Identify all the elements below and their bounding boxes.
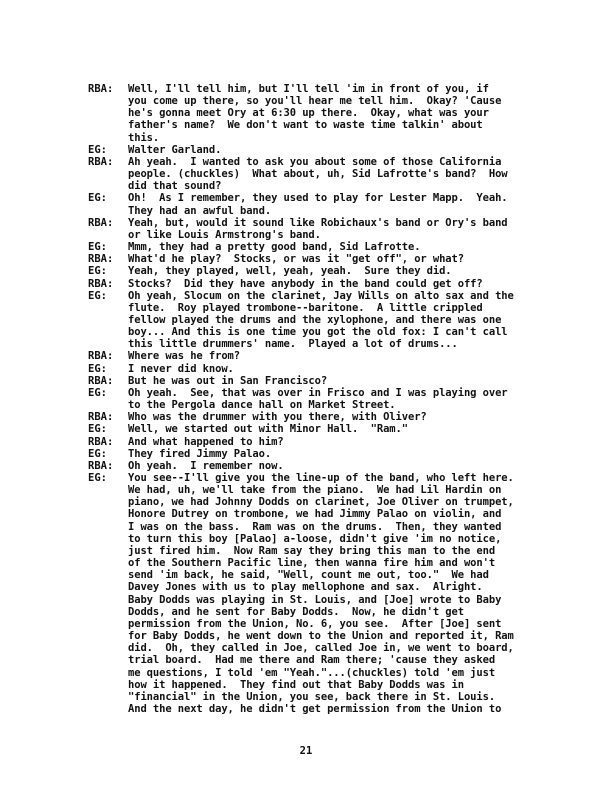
transcript-entry [88, 460, 568, 472]
utterance [128, 265, 568, 277]
utterance [128, 278, 568, 290]
utterance-line: trial board. Had me there and Ram there; 'cause they asked [128, 654, 496, 667]
utterance-line: of the Southern Pacific line, then wanna fire him and won't [128, 557, 496, 570]
utterance-line: Oh yeah, Slocum on the clarinet, Jay Wills on alto sax and the [128, 289, 514, 302]
transcript-entry [88, 436, 568, 448]
transcript-entry [88, 448, 568, 460]
utterance [128, 217, 568, 241]
utterance [128, 253, 568, 265]
speaker-label: RBA: [88, 459, 114, 472]
utterance-line: Honore Dutrey on trombone, we had Jimmy Palao on violin, and [128, 508, 502, 521]
utterance-line: this little drummers' name. Played a lot of drums... [128, 338, 458, 351]
utterance-line: me questions, I told 'em "Yeah."...(chuckles) told 'em just [128, 666, 496, 679]
utterance-line: Walter Garland. [128, 143, 222, 156]
utterance-line: But he was out in San Francisco? [128, 374, 328, 387]
utterance-line: to turn this boy [Palao] a-loose, didn't give 'im no notice, [128, 532, 502, 545]
utterance-line: fellow played the drums and the xylophone, and there was one [128, 313, 502, 326]
utterance-line: to the Pergola dance hall on Market Street. [128, 399, 396, 412]
utterance [128, 423, 568, 435]
utterance [128, 290, 568, 351]
speaker-label: EG: [88, 289, 107, 302]
utterance [128, 144, 568, 156]
utterance-line: just fired him. Now Ram say they bring this man to the end [128, 544, 496, 557]
utterance-line: Oh yeah. I remember now. [128, 459, 284, 472]
utterance-line: Mmm, they had a pretty good band, Sid Lafrotte. [128, 241, 421, 254]
utterance-line: Oh! As I remember, they used to play for Lester Mapp. Yeah. [128, 192, 508, 205]
speaker-label: RBA: [88, 155, 114, 168]
speaker-label: EG: [88, 447, 107, 460]
utterance-line: We had, uh, we'll take from the piano. We had Lil Hardin on [128, 484, 502, 497]
utterance-line: I was on the bass. Ram was on the drums. Then, they wanted [128, 520, 502, 533]
speaker-label: RBA: [88, 253, 114, 266]
speaker-label: EG: [88, 265, 107, 278]
utterance-line: flute. Roy played trombone--baritone. A little crippled [128, 301, 483, 314]
utterance-line: you come up there, so you'll hear me tell him. Okay? 'Cause [128, 95, 502, 108]
utterance [128, 363, 568, 375]
speaker-label: RBA: [88, 350, 114, 363]
utterance-line: I never did know. [128, 362, 234, 375]
utterance-line: What'd he play? Stocks, or was it "get off", or what? [128, 253, 464, 266]
utterance-line: for Baby Dodds, he went down to the Union and reported it, Ram [128, 630, 514, 643]
speaker-label: RBA: [88, 374, 114, 387]
utterance [128, 472, 568, 715]
transcript-entry [88, 472, 568, 715]
utterance-line: people. (chuckles) What about, uh, Sid Lafrotte's band? How [128, 168, 508, 181]
speaker-label: RBA: [88, 277, 114, 290]
utterance-line: or like Louis Armstrong's band. [128, 228, 321, 241]
utterance-line: And the next day, he didn't get permission from the Union to [128, 702, 502, 715]
speaker-label: RBA: [88, 216, 114, 229]
utterance-line: send 'im back, he said, "Well, count me out, too." We had [128, 569, 489, 582]
utterance-line: how it happened. They find out that Baby Dodds was in [128, 678, 464, 691]
utterance-line: Dodds, and he sent for Baby Dodds. Now, he didn't get [128, 605, 464, 618]
utterance-line: boy... And this is one time you got the old fox: I can't call [128, 326, 508, 339]
transcript-entry [88, 83, 568, 144]
utterance-line: permission from the Union, No. 6, you see. After [Joe] sent [128, 617, 502, 630]
transcript-entry [88, 375, 568, 387]
transcript-entry [88, 144, 568, 156]
interview-transcript [88, 83, 568, 715]
utterance [128, 460, 568, 472]
utterance-line: You see--I'll give you the line-up of the band, who left here. [128, 472, 514, 484]
transcript-entry [88, 350, 568, 362]
utterance [128, 411, 568, 423]
transcript-entry [88, 411, 568, 423]
utterance [128, 387, 568, 411]
utterance [128, 448, 568, 460]
utterance-line: did that sound? [128, 180, 222, 193]
speaker-label: EG: [88, 472, 107, 484]
speaker-label: EG: [88, 143, 107, 156]
utterance [128, 241, 568, 253]
speaker-label: EG: [88, 362, 107, 375]
utterance [128, 192, 568, 216]
utterance-line: Who was the drummer with you there, with Oliver? [128, 411, 427, 424]
speaker-label: RBA: [88, 435, 114, 448]
transcript-entry [88, 241, 568, 253]
speaker-label: EG: [88, 423, 107, 436]
transcript-entry [88, 278, 568, 290]
utterance-line: Yeah, but, would it sound like Robichaux's band or Ory's band [128, 216, 508, 229]
utterance-line: Baby Dodds was playing in St. Louis, and [Joe] wrote to Baby [128, 593, 502, 606]
page-number: 21 [299, 745, 313, 757]
utterance-line: Oh yeah. See, that was over in Frisco and I was playing over [128, 386, 508, 399]
utterance-line: Ah yeah. I wanted to ask you about some of those California [128, 155, 502, 168]
transcript-entry [88, 217, 568, 241]
speaker-label: EG: [88, 386, 107, 399]
utterance [128, 350, 568, 362]
transcript-entry [88, 265, 568, 277]
utterance-line: piano, we had Johnny Dodds on clarinet, Joe Oliver on trumpet, [128, 496, 514, 509]
utterance-line: They fired Jimmy Palao. [128, 447, 272, 460]
utterance-line: he's gonna meet Ory at 6:30 up there. Okay, what was your [128, 107, 489, 120]
utterance-line: did. Oh, they called in Joe, called Joe in, we went to board, [128, 642, 514, 655]
speaker-label: RBA: [88, 411, 114, 424]
utterance-line: Well, we started out with Minor Hall. "Ram." [128, 423, 408, 436]
utterance-line: "financial" in the Union, you see, back there in St. Louis. [128, 690, 496, 703]
utterance [128, 436, 568, 448]
utterance-line: Where was he from? [128, 350, 240, 363]
transcript-entry [88, 156, 568, 192]
utterance-line: father's name? We don't want to waste time talkin' about [128, 119, 483, 132]
speaker-label: EG: [88, 241, 107, 254]
utterance [128, 375, 568, 387]
transcript-entry [88, 387, 568, 411]
utterance-line: They had an awful band. [128, 204, 272, 217]
utterance-line: Davey Jones with us to play mellophone and sax. Alright. [128, 581, 483, 594]
transcript-entry [88, 423, 568, 435]
utterance-line: Well, I'll tell him, but I'll tell 'im in front of you, if [128, 83, 489, 95]
speaker-label: RBA: [88, 83, 114, 95]
utterance [128, 83, 568, 144]
utterance-line: Stocks? Did they have anybody in the band could get off? [128, 277, 483, 290]
transcript-entry [88, 192, 568, 216]
utterance-line: this. [128, 131, 160, 144]
speaker-label: EG: [88, 192, 107, 205]
transcript-entry [88, 253, 568, 265]
utterance [128, 156, 568, 192]
utterance-line: Yeah, they played, well, yeah, yeah. Sure they did. [128, 265, 452, 278]
transcript-entry [88, 290, 568, 351]
utterance-line: And what happened to him? [128, 435, 284, 448]
transcript-entry [88, 363, 568, 375]
